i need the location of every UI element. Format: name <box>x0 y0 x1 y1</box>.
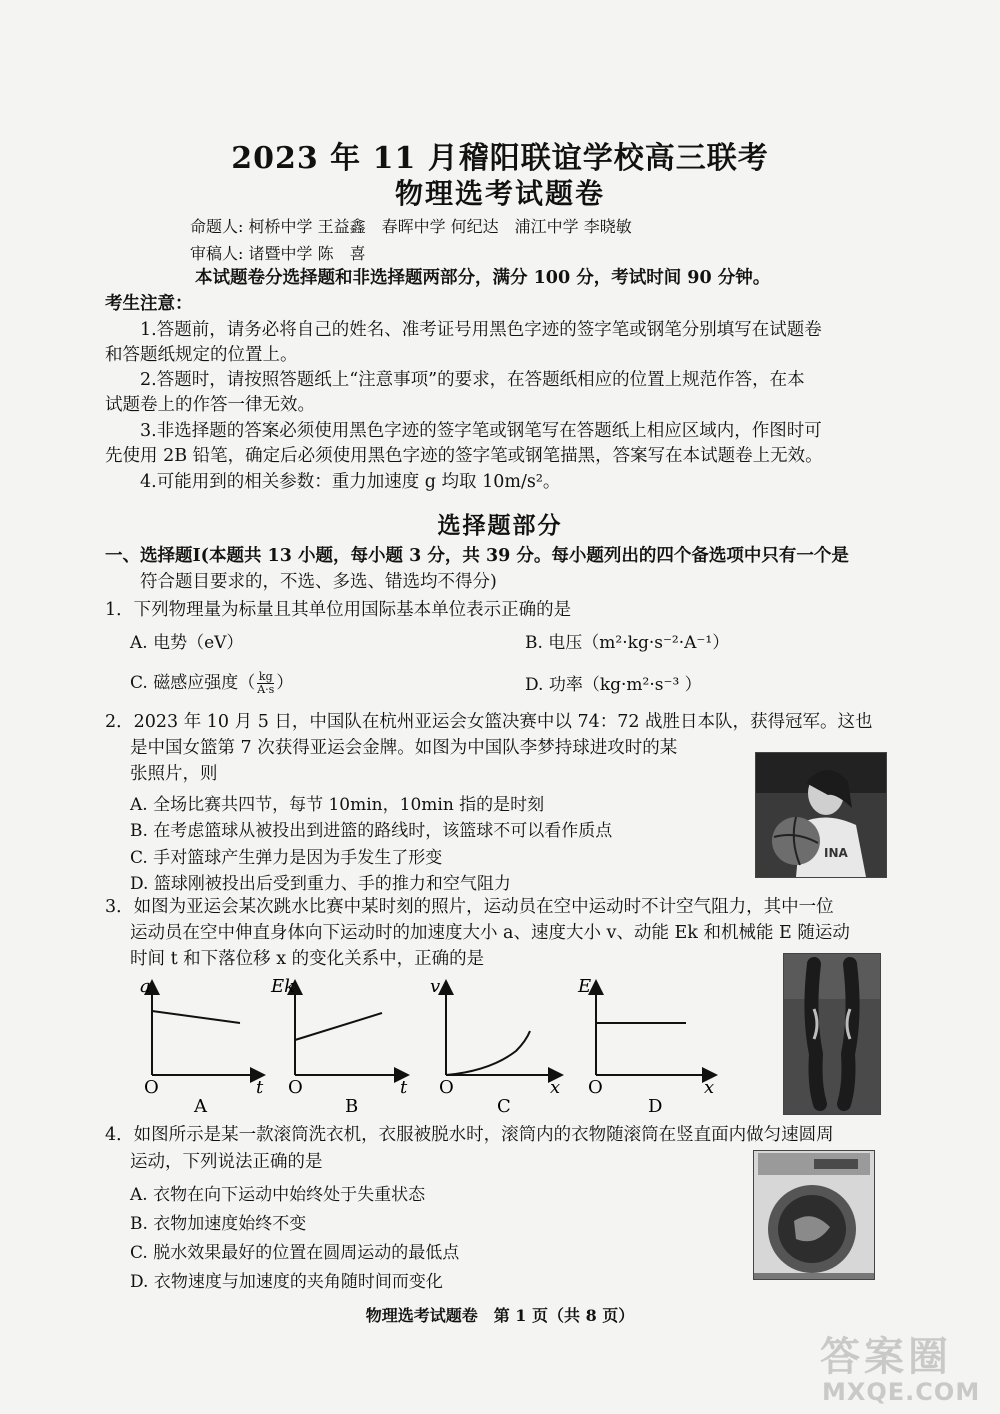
basketball-player-photo <box>755 752 887 878</box>
notice-item-4: 4.可能用到的相关参数：重力加速度 g 均取 10m/s²。 <box>140 472 561 492</box>
graph-a-origin: O <box>144 1077 159 1098</box>
graph-d-ylabel: E <box>578 976 592 997</box>
graph-c-xlabel: x <box>550 1077 561 1098</box>
q1-option-c-suffix: ） <box>276 673 294 693</box>
washing-machine-photo <box>753 1150 875 1280</box>
notice-heading: 考生注意： <box>105 294 193 314</box>
q1-option-c-fraction <box>257 671 274 696</box>
q4-option-d: D. 衣物速度与加速度的夹角随时间而变化 <box>130 1272 443 1292</box>
q2-option-c: C. 手对篮球产生弹力是因为手发生了形变 <box>130 848 443 868</box>
graph-d <box>577 976 714 1117</box>
section-instructions-cont: 符合题目要求的，不选、多选、错选均不得分) <box>140 572 497 592</box>
q4-option-c: C. 脱水效果最好的位置在圆周运动的最低点 <box>130 1243 460 1263</box>
notice-item-2: 2.答题时，请按照答题纸上“注意事项”的要求，在答题纸相应的位置上规范作答，在本 <box>140 370 805 390</box>
graph-b-curve <box>295 1013 382 1040</box>
jersey-text: INA <box>824 846 848 860</box>
notice-item-3-cont: 先使用 2B 铅笔，确定后必须使用黑色字迹的签字笔或钢笔描黑，答案写在本试题卷上无效。 <box>105 446 823 466</box>
q4-stem-cont: 运动，下列说法正确的是 <box>130 1152 323 1172</box>
exam-title: 2023 年 11 月稽阳联谊学校高三联考 <box>231 141 769 176</box>
graph-c-ylabel: v <box>430 976 441 997</box>
watermark-url: MXQE.COM <box>822 1378 981 1406</box>
fraction-denominator: A·s <box>257 683 275 696</box>
graph-d-origin: O <box>588 1077 603 1098</box>
q1-option-d: D. 功率（kg·m²·s⁻³ ） <box>525 675 702 695</box>
graph-a-xlabel: t <box>256 1077 264 1098</box>
q2-option-b: B. 在考虑篮球从被投出到进篮的路线时，该篮球不可以看作质点 <box>130 821 613 841</box>
q1-option-c <box>130 668 293 696</box>
graph-c-caption: C <box>497 1096 511 1117</box>
graph-b-origin: O <box>288 1077 303 1098</box>
graph-d-xlabel: x <box>704 1077 715 1098</box>
notice-item-3: 3.非选择题的答案必须使用黑色字迹的签字笔或钢笔写在答题纸上相应区域内，作图时可 <box>140 421 822 441</box>
q3-stem-cont-2: 时间 t 和下落位移 x 的变化关系中，正确的是 <box>130 949 485 969</box>
q2-option-d: D. 篮球刚被投出后受到重力、手的推力和空气阻力 <box>130 874 511 894</box>
graph-a-caption: A <box>194 1096 207 1117</box>
graph-b-ylabel: Ek <box>271 976 296 997</box>
graph-b-xlabel: t <box>400 1077 408 1098</box>
graph-c-origin: O <box>439 1077 454 1098</box>
q1-stem: 1．下列物理量为标量且其单位用国际基本单位表示正确的是 <box>105 600 572 620</box>
fraction-numerator: kg <box>258 670 273 683</box>
q2-stem: 2．2023 年 10 月 5 日，中国队在杭州亚运会女篮决赛中以 74：72 战胜日本队，获得冠军。这也 <box>105 712 873 732</box>
graph-a-ylabel: a <box>140 976 151 997</box>
q1-option-c-prefix: C. 磁感应强度（ <box>130 673 256 693</box>
q4-option-a: A. 衣物在向下运动中始终处于失重状态 <box>130 1185 426 1205</box>
graph-b <box>270 976 408 1117</box>
q2-option-a: A. 全场比赛共四节，每节 10min，10min 指的是时刻 <box>130 795 545 815</box>
notice-item-1-cont: 和答题纸规定的位置上。 <box>105 345 298 365</box>
graph-c <box>430 976 560 1117</box>
q2-stem-cont: 是中国女篮第 7 次获得亚运会金牌。如图为中国队李梦持球进攻时的某 <box>130 738 678 758</box>
q4-option-b: B. 衣物加速度始终不变 <box>130 1214 307 1234</box>
reviewer-line: 审稿人: 诸暨中学 陈 喜 <box>190 244 366 263</box>
graph-a <box>140 976 264 1117</box>
q1-option-b: B. 电压（m²·kg·s⁻²·A⁻¹） <box>525 633 730 653</box>
section-title: 选择题部分 <box>437 512 563 539</box>
exam-subtitle: 物理选考试题卷 <box>394 177 605 210</box>
q2-stem-cont-2: 张照片，则 <box>130 764 218 784</box>
graph-d-caption: D <box>648 1096 663 1117</box>
divers-photo <box>783 953 881 1115</box>
watermark-logo: 答案圈 <box>820 1334 952 1380</box>
q3-stem: 3．如图为亚运会某次跳水比赛中某时刻的照片，运动员在空中运动时不计空气阻力，其中一位 <box>105 897 834 917</box>
authors-line: 命题人: 柯桥中学 王益鑫 春晖中学 何纪达 浦江中学 李晓敏 <box>190 217 632 236</box>
section-instructions: 一、选择题Ⅰ(本题共 13 小题，每小题 3 分，共 39 分。每小题列出的四个备选项中只有一个是 <box>105 546 849 566</box>
page-footer: 物理选考试题卷 第 1 页（共 8 页） <box>365 1306 635 1325</box>
graph-c-curve <box>446 1031 530 1075</box>
q3-graphs <box>130 975 730 1120</box>
q1-option-a: A. 电势（eV） <box>130 633 244 653</box>
notice-item-1: 1.答题前，请务必将自己的姓名、准考证号用黑色字迹的签字笔或钢笔分别填写在试题卷 <box>140 320 822 340</box>
q3-stem-cont: 运动员在空中伸直身体向下运动时的加速度大小 a、速度大小 v、动能 Ek 和机械能 E 随运动 <box>130 923 850 943</box>
graph-a-curve <box>152 1011 240 1023</box>
notice-item-2-cont: 试题卷上的作答一律无效。 <box>105 395 315 415</box>
graph-b-caption: B <box>345 1096 359 1117</box>
q4-stem: 4．如图所示是某一款滚筒洗衣机，衣服被脱水时，滚筒内的衣物随滚筒在竖直面内做匀速圆周 <box>105 1125 834 1145</box>
exam-intro: 本试题卷分选择题和非选择题两部分，满分 100 分，考试时间 90 分钟。 <box>195 268 771 288</box>
